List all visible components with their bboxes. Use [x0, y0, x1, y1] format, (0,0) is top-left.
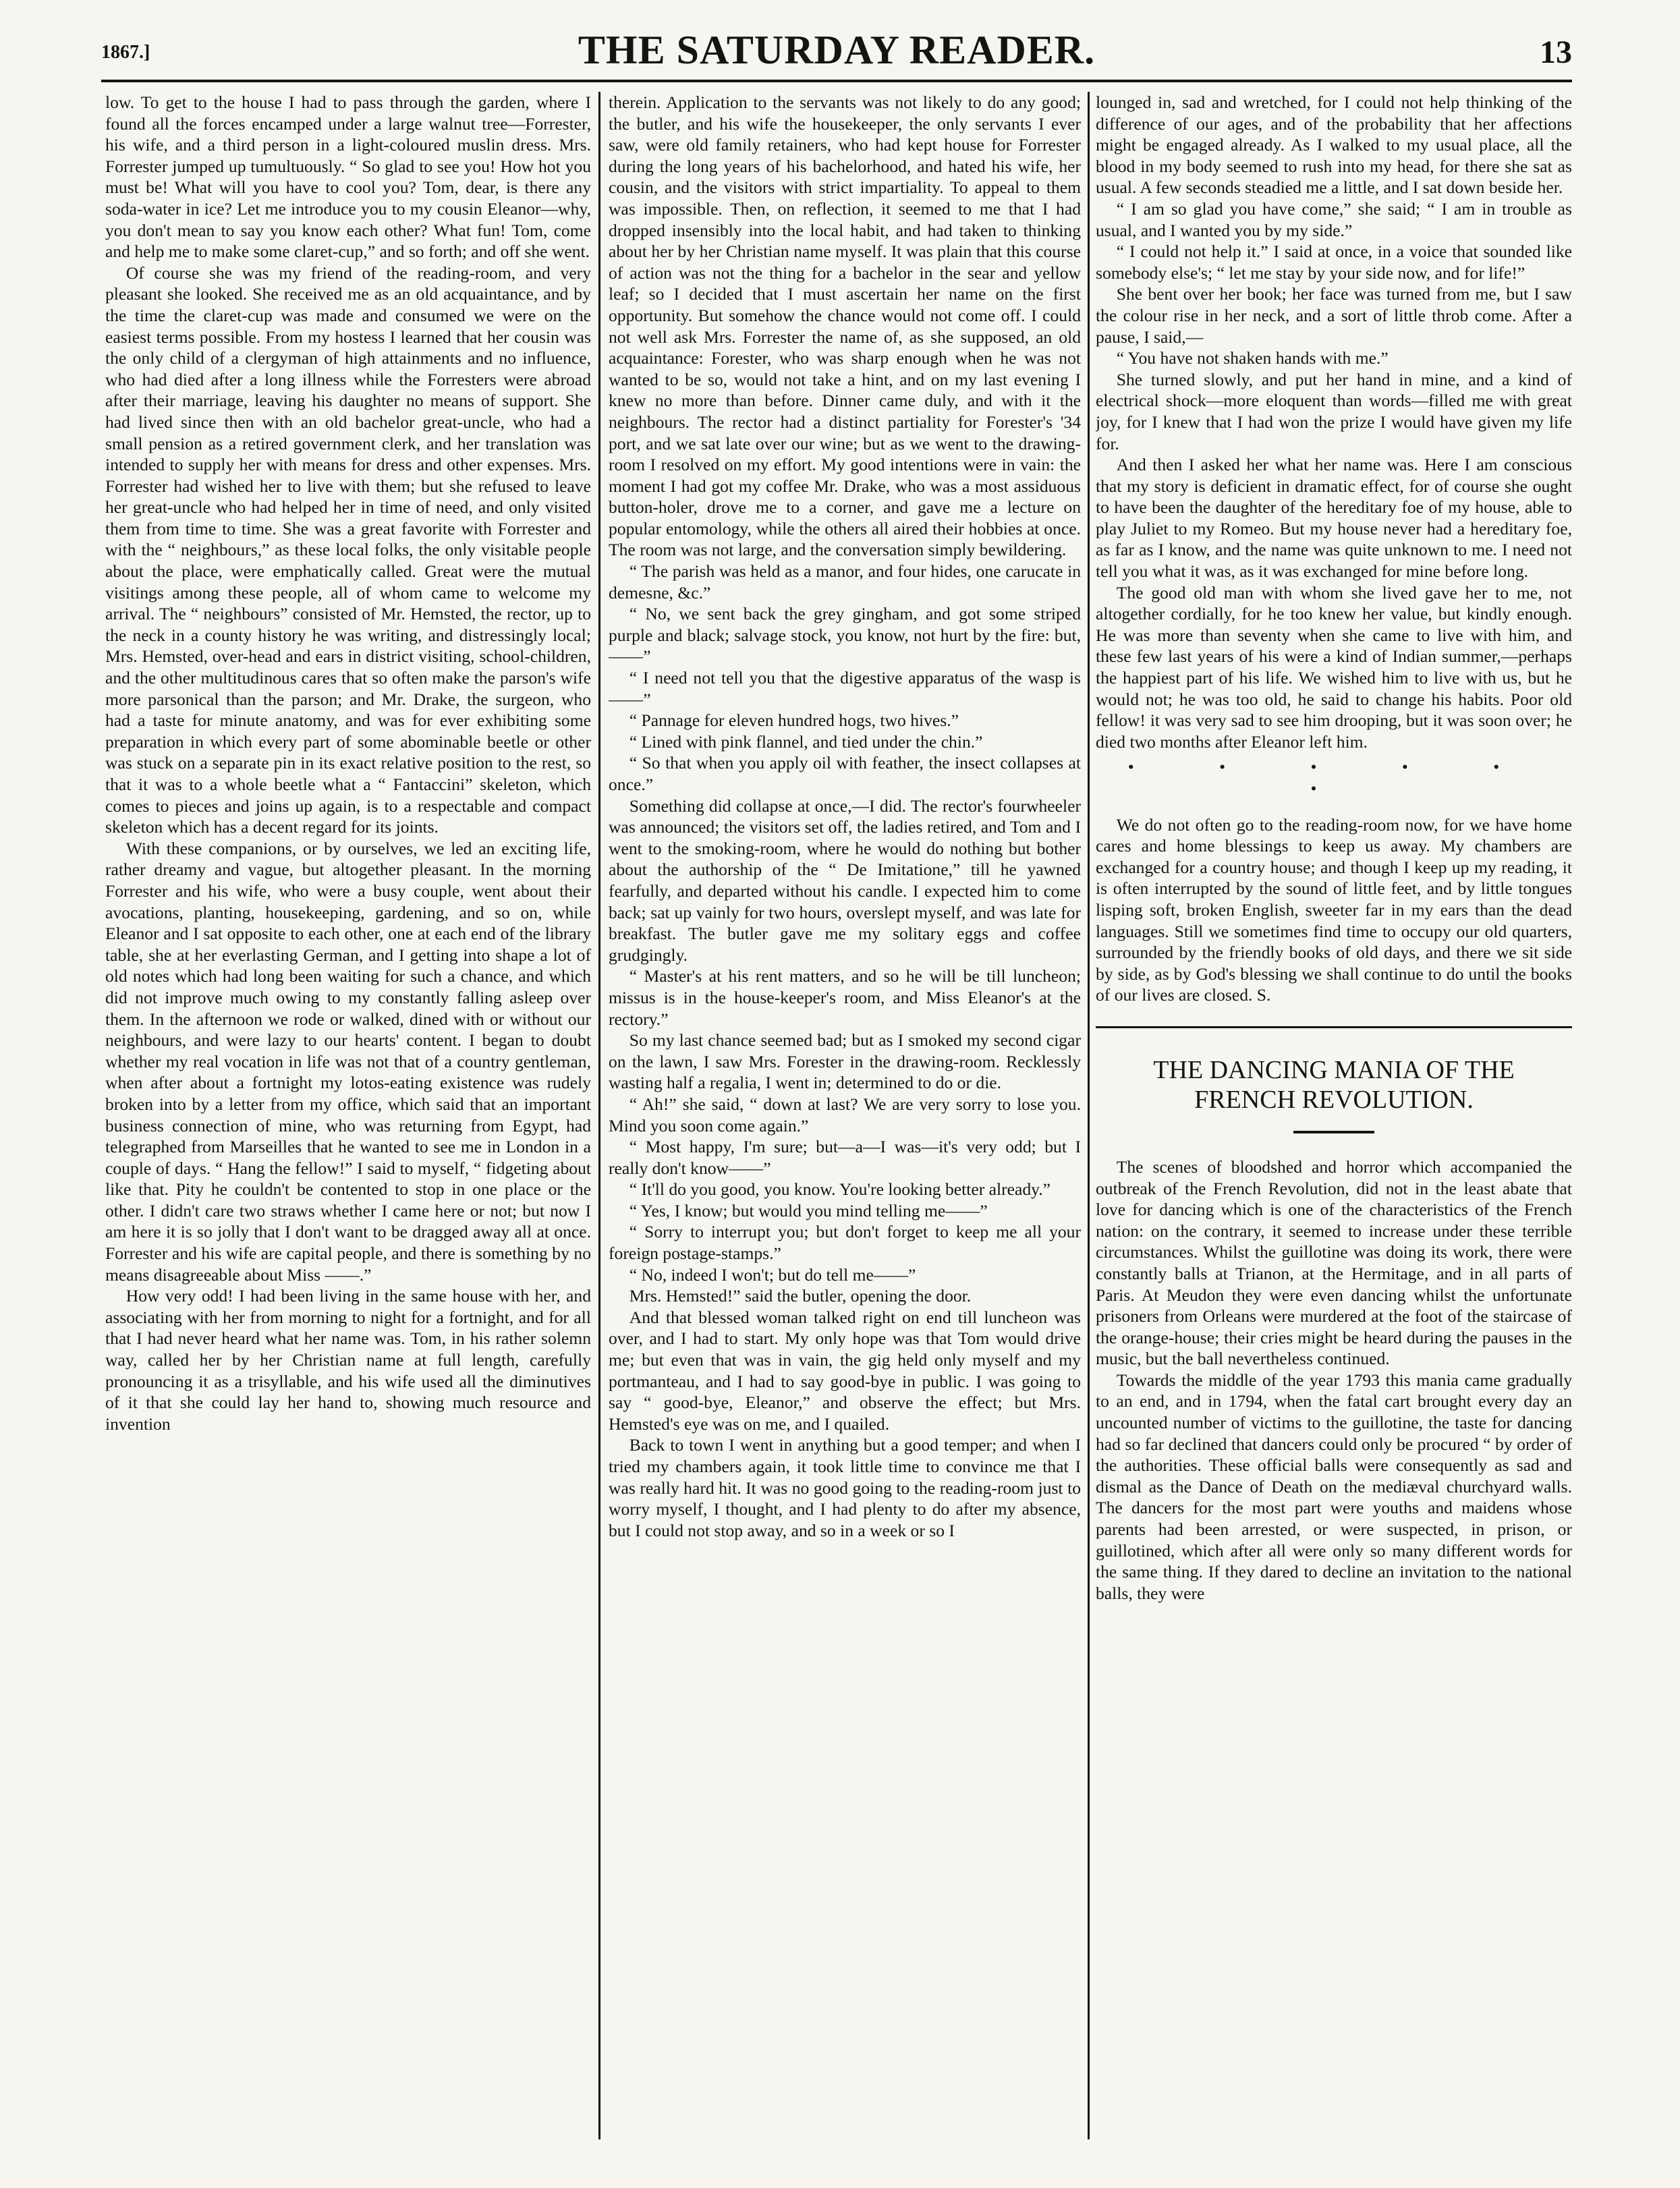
page-header	[101, 27, 1572, 81]
paragraph: therein. Application to the servants was not likely to do any good; the butler, and his wife the housekeeper, the only servants I ever saw, were old family retainers, who had kept house for Forrester during the long years of his bachelorhood, and hated his wife, her cousin, and the visitors with strict impartiality. To appeal to them was impossible. Then, on reflection, it seemed to me that I had dropped insensibly into the local habit, and had taken to thinking about her by her Christian name myself. It was plain that this course of action was not the thing for a bachelor in the sear and yellow leaf; so I decided that I must ascertain her name on the first opportunity. But somehow the chance would not come off. I could not well ask Mrs. Forrester the name of, as she supposed, an old acquaintance: Forester, who was sharp enough when he was not wanted to be so, would not take a hint, and on my last evening I knew no more than before. Dinner came duly, and with it the neighbours. The rector had a distinct partiality for Forester's '34 port, and we sat late over our wine; but as we went to the drawing-room I resolved on my effort. My good intentions were in vain: the moment I had got my coffee Mr. Drake, who was a most assiduous button-holer, drove me to a corner, and gave me a lecture on popular entomology, while the others all aired their hobbies at once. The room was not large, and the conversation simply bewildering.	[609, 92, 1081, 560]
paragraph: “ Pannage for eleven hundred hogs, two hives.”	[629, 710, 959, 731]
article-paragraph: Towards the middle of the year 1793 this mania came gradually to an end, and in 1794, when the fatal cart brought every day an uncounted number of victims to the guillotine, the taste for dancing had so far declined that dancers could only be procured “ by order of the authorities. These official balls were consequently as sad and dismal as the Dance of Death on the mediæval churchyard walls. The dancers for the most part were youths and maidens whose parents had been arrested, or were suspected, in prison, or guillotined, which after all were only so many different words for the same thing. If they dared to decline an invitation to the national balls, they were	[1096, 1370, 1572, 1603]
paragraph: And that blessed woman talked right on end till luncheon was over, and I had to start. My only hope was that Tom would drive me; but even that was in vain, the gig held only myself and my portmanteau, and I had to say good-bye in public. I was going to say “ good-bye, Eleanor,” and observe the effect; but Mrs. Hemsted's eye was on me, and I quailed.	[609, 1307, 1081, 1434]
section-break-dots: • • • • • •	[1127, 757, 1540, 798]
paragraph: Mrs. Hemsted!” said the butler, opening the door.	[629, 1286, 972, 1306]
closing-paragraph: We do not often go to the reading-room now, for we have home cares and home blessings to keep us away. My chambers are exchanged for a country house; and though I keep up my reading, it is often interrupted by the sound of little feet, and by little tongues lisping soft, broken English, sweeter far in my ears than the dead languages. Still we sometimes find time to occupy our old quarters, surrounded by the friendly books of old days, and there we sit side by side, as by God's blessing we shall continue to do until the books of our lives are closed. S.	[1096, 814, 1572, 1005]
article-title-line-2: FRENCH REVOLUTION.	[1194, 1085, 1474, 1114]
paragraph: “ Lined with pink flannel, and tied under the chin.”	[629, 731, 983, 752]
header-year: 1867.]	[101, 42, 150, 63]
paragraph: “ Most happy, I'm sure; but—a—I was—it's very odd; but I really don't know——”	[609, 1137, 1081, 1178]
header-rule	[101, 80, 1572, 82]
article-paragraph: The scenes of bloodshed and horror which accompanied the outbreak of the French Revolution, did not in the least abate that love for dancing which is one of the characteristics of the French nation: on the contrary, it seemed to increase under these terrible circumstances. Whilst the guillotine was doing its work, there were constantly balls at Trianon, at the Hermitage, and in all parts of Paris. At Meudon they were even dancing whilst the unfortunate prisoners from Orleans were murdered at the foot of the staircase of the orange-house; their cries might be heard during the pauses in the music, but the ball nevertheless continued.	[1096, 1156, 1572, 1369]
paragraph: And then I asked her what her name was. Here I am conscious that my story is deficient in dramatic effect, for of course she ought to have been the daughter of the hereditary foe of my house, able to play Juliet to my Romeo. But my house never had a hereditary foe, as far as I know, and the name was quite unknown to me. I need not tell you what it was, as it was exchanged for mine before long.	[1096, 455, 1572, 582]
column-3	[1096, 92, 1572, 2136]
column-divider	[598, 92, 600, 2139]
paragraph: She turned slowly, and put her hand in mine, and a kind of electrical shock—more eloquent than words—filled me with great joy, for I knew that I had won the prize I would have given my life for.	[1096, 369, 1572, 453]
paragraph: “ I am so glad you have come,” she said; “ I am in trouble as usual, and I wanted you by my side.”	[1096, 198, 1572, 240]
page-number: 13	[1540, 34, 1572, 70]
paragraph: “ Ah!” she said, “ down at last? We are very sorry to lose you. Mind you soon come again.”	[609, 1094, 1081, 1135]
paragraph: Something did collapse at once,—I did. The rector's fourwheeler was announced; the visitors set off, the ladies retired, and Tom and I went to the smoking-room, where he would do nothing but bother about the authorship of the “ De Imitatione,” till he yawned fearfully, and departed without his candle. I expected him to come back; sat up vainly for two hours, overslept myself, and was late for breakfast. The butler gave me my solitary eggs and coffee grudgingly.	[609, 795, 1081, 965]
paragraph: The good old man with whom she lived gave her to me, not altogether cordially, for he too knew her value, but kindly enough. He was more than seventy when she came to live with him, and these few last years of his were a kind of Indian summer,—perhaps the happiest part of his life. We wished him to live with us, but he would not; he was too old, he said to change his habits. Poor old fellow! it was very sad to see him drooping, but it was soon over; he died two months after Eleanor left him.	[1096, 582, 1572, 752]
paragraph: She bent over her book; her face was turned from me, but I saw the colour rise in her neck, and a sort of little throb come. After a pause, I said,—	[1096, 284, 1572, 347]
paragraph: “ The parish was held as a manor, and four hides, one carucate in demesne, &c.”	[609, 561, 1081, 602]
paragraph: lounged in, sad and wretched, for I could not help thinking of the difference of our ages, and of the probability that her affections might be engaged already. As I walked to my usual place, all the blood in my body seemed to rush into my head, for there she sat as usual. A few seconds steadied me a little, and I sat down beside her.	[1096, 92, 1572, 198]
paragraph: “ I could not help it.” I said at once, in a voice that sounded like somebody else's; “ let me stay by your side now, and for life!”	[1096, 242, 1572, 283]
paragraph: “ So that when you apply oil with feather, the insect collapses at once.”	[609, 753, 1081, 794]
paragraph: Of course she was my friend of the reading-room, and very pleasant she looked. She received me as an old acquaintance, and by the time the claret-cup was made and consumed we were on the easiest terms possible. From my hostess I learned that her cousin was the only child of a clergyman of high attainments and no influence, who had died after a long illness while the Forresters were abroad after their marriage, leaving his daughter no means of support. She had lived since then with an old bachelor great-uncle, who had a small pension as a retired government clerk, and her translation was intended to supply her with means for dress and other expenses. Mrs. Forrester had wished her to live with them; but she refused to leave her great-uncle who had helped her in time of need, and only visited them from time to time. She was a great favorite with Forrester and with the “ neighbours,” as these local folks, the only visitable people about the place, were emphatically called. Great were the mutual visitings among these people, all of whom came to welcome my arrival. The “ neighbours” consisted of Mr. Hemsted, the rector, up to the neck in a county history he was writing, and distressingly local; Mrs. Hemsted, over-head and ears in district visiting, school-children, and the other multitudinous cares that so often make the parson's wife more parsonical than the parson; and Mr. Drake, the surgeon, who had a taste for minute anatomy, and was for ever exhibiting some preparation in which every part of some abominable beetle or other was stuck on a separate pin in its exact relative position to the rest, so that it was to a whole beetle what a “ Fantaccini” skeleton, which comes to pieces and joins up again, is to a respectable and compact skeleton which has a decent regard for its joints.	[105, 262, 591, 837]
paragraph: low. To get to the house I had to pass through the garden, where I found all the forces encamped under a large walnut tree—Forrester, his wife, and a third person in a light-coloured muslin dress. Mrs. Forrester jumped up tumultuously. “ So glad to see you! How hot you must be! What will you have to cool you? Tom, dear, is there any soda-water in ice? Let me introduce you to my cousin Eleanor—why, you don't mean to say you know each other? What fun! Tom, come and help me to make some claret-cup,” and so forth; and off she went.	[105, 92, 591, 262]
paragraph: “ No, we sent back the grey gingham, and got some striped purple and black; salvage stock, you know, not hurt by the fire: but,——”	[609, 604, 1081, 667]
article-title	[1096, 1055, 1572, 1115]
paragraph: Back to town I went in anything but a good temper; and when I tried my chambers again, it took little time to convince me that I was really hard hit. It was no good going to the reading-room just to worry myself, I thought, and I had plenty to do after my absence, but I could not stop away, and so in a week or so I	[609, 1435, 1081, 1540]
masthead-title: THE SATURDAY READER.	[578, 28, 1096, 72]
paragraph: How very odd! I had been living in the same house with her, and associating with her from morning to night for a fortnight, and for all that I had never heard what her name was. Tom, in his rather solemn way, called her by her Christian name at full length, carefully pronouncing it as a trisyllable, and his wife used all the diminutives of it that she could lay her hand to, showing much resource and invention	[105, 1286, 591, 1434]
paragraph: “ You have not shaken hands with me.”	[1116, 348, 1389, 368]
article-separator	[1096, 1026, 1572, 1028]
paragraph: “ I need not tell you that the digestive apparatus of the wasp is——”	[609, 668, 1081, 709]
paragraph: “ Sorry to interrupt you; but don't forget to keep me all your foreign postage-stamps.”	[609, 1222, 1081, 1264]
paragraph: So my last chance seemed bad; but as I smoked my second cigar on the lawn, I saw Mrs. Forester in the drawing-room. Recklessly wasting half a regalia, I went in; determined to do or die.	[609, 1030, 1081, 1093]
title-underline	[1293, 1131, 1374, 1133]
paragraph: With these companions, or by ourselves, we led an exciting life, rather dreamy and vague, but altogether pleasant. In the morning Forrester and his wife, who were a busy couple, went about their avocations, planting, housekeeping, gardening, and so on, while Eleanor and I sat opposite to each other, one at each end of the library table, she at her everlasting German, and I getting into shape a lot of old notes which had long been waiting for such a chance, and which did not improve much owing to my constantly falling asleep over them. In the afternoon we rode or walked, dined with or without our neighbours, and were lazy to our hearts' content. I began to doubt whether my real vocation in life was not that of a country gentleman, when after about a fortnight my lotos-eating existence was rudely broken into by a letter from my office, which said that an important business connection of mine, who was returning from Egypt, had telegraphed from Marseilles that he wanted to see me in London in a couple of days. “ Hang the fellow!” I said to myself, “ fidgeting about like that. Pity he couldn't be contented to stop in one place or the other. I didn't care two straws whether I came here or not; but now I am here it is so jolly that I don't want to be dragged away all at once. Forrester and his wife are capital people, and there is something by no means disagreeable about Miss ——.”	[105, 838, 591, 1285]
column-1	[105, 92, 591, 2136]
paragraph: “ No, indeed I won't; but do tell me——”	[629, 1264, 916, 1285]
column-divider	[1088, 92, 1090, 2139]
paragraph: “ Yes, I know; but would you mind telling me——”	[629, 1200, 988, 1221]
article-title-line-1: THE DANCING MANIA OF THE	[1153, 1055, 1515, 1084]
column-2	[609, 92, 1081, 2136]
paragraph: “ It'll do you good, you know. You're looking better already.”	[629, 1179, 1051, 1200]
paragraph: “ Master's at his rent matters, and so he will be till luncheon; missus is in the house-keeper's room, and Miss Eleanor's at the rectory.”	[609, 966, 1081, 1029]
